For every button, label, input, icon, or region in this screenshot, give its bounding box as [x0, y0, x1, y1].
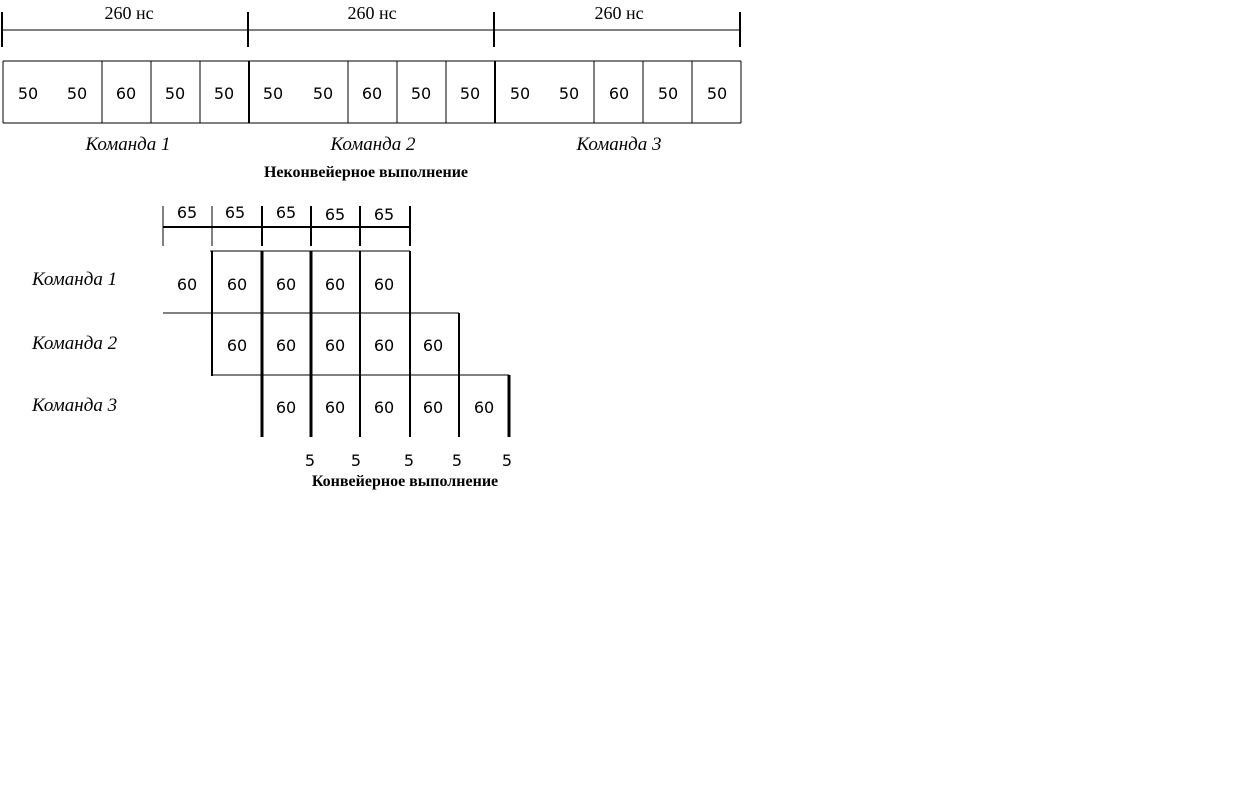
stage-cell: 60 — [473, 398, 495, 417]
stage-value: 50 — [558, 84, 580, 103]
stage-cell: 60 — [324, 398, 346, 417]
stage-time-label: 65 — [275, 203, 297, 222]
stage-value: 50 — [164, 84, 186, 103]
stage-value: 50 — [509, 84, 531, 103]
latch-delay-label: 5 — [451, 451, 463, 470]
stage-value: 50 — [17, 84, 39, 103]
stage-time-label: 65 — [224, 203, 246, 222]
period-label: 260 нс — [347, 3, 397, 23]
stage-cell: 60 — [226, 336, 248, 355]
latch-delay-label: 5 — [501, 451, 513, 470]
latch-delay-label: 5 — [350, 451, 362, 470]
command-label: Команда 2 — [32, 333, 118, 354]
stage-time-label: 65 — [176, 203, 198, 222]
stage-value: 50 — [66, 84, 88, 103]
pipelined-section — [31, 203, 512, 490]
command-label: Команда 1 — [32, 269, 118, 290]
period-label: 260 нс — [104, 3, 154, 23]
stage-value: 50 — [410, 84, 432, 103]
stage-value: 60 — [115, 84, 137, 103]
stage-time-label: 65 — [324, 205, 346, 224]
stage-cell: 60 — [324, 336, 346, 355]
nonpipelined-caption: Неконвейерное выполнение — [263, 164, 469, 181]
stage-cell: 60 — [226, 275, 248, 294]
stage-value: 50 — [657, 84, 679, 103]
latch-delay-label: 5 — [304, 451, 316, 470]
stage-cell: 60 — [373, 336, 395, 355]
stage-cell: 60 — [275, 398, 297, 417]
stage-value: 60 — [361, 84, 383, 103]
command-label: Команда 3 — [32, 395, 118, 416]
stage-cell: 60 — [422, 336, 444, 355]
stage-value: 60 — [608, 84, 630, 103]
stage-cell: 60 — [422, 398, 444, 417]
command-label: Команда 1 — [85, 134, 171, 155]
stage-cell: 60 — [373, 398, 395, 417]
stage-value: 50 — [312, 84, 334, 103]
stage-cell: 60 — [324, 275, 346, 294]
stage-value: 50 — [459, 84, 481, 103]
command-label: Команда 3 — [576, 134, 662, 155]
command-label: Команда 2 — [330, 134, 416, 155]
stage-cell: 60 — [176, 275, 198, 294]
stage-time-label: 65 — [373, 205, 395, 224]
latch-delay-label: 5 — [403, 451, 415, 470]
stage-value: 50 — [706, 84, 728, 103]
nonpipelined-section — [2, 3, 741, 181]
stage-cell: 60 — [275, 275, 297, 294]
stage-value: 50 — [213, 84, 235, 103]
stage-cell: 60 — [373, 275, 395, 294]
period-label: 260 нс — [594, 3, 644, 23]
stage-value: 50 — [262, 84, 284, 103]
stage-cell: 60 — [275, 336, 297, 355]
pipelined-caption: Конвейерное выполнение — [311, 473, 499, 490]
